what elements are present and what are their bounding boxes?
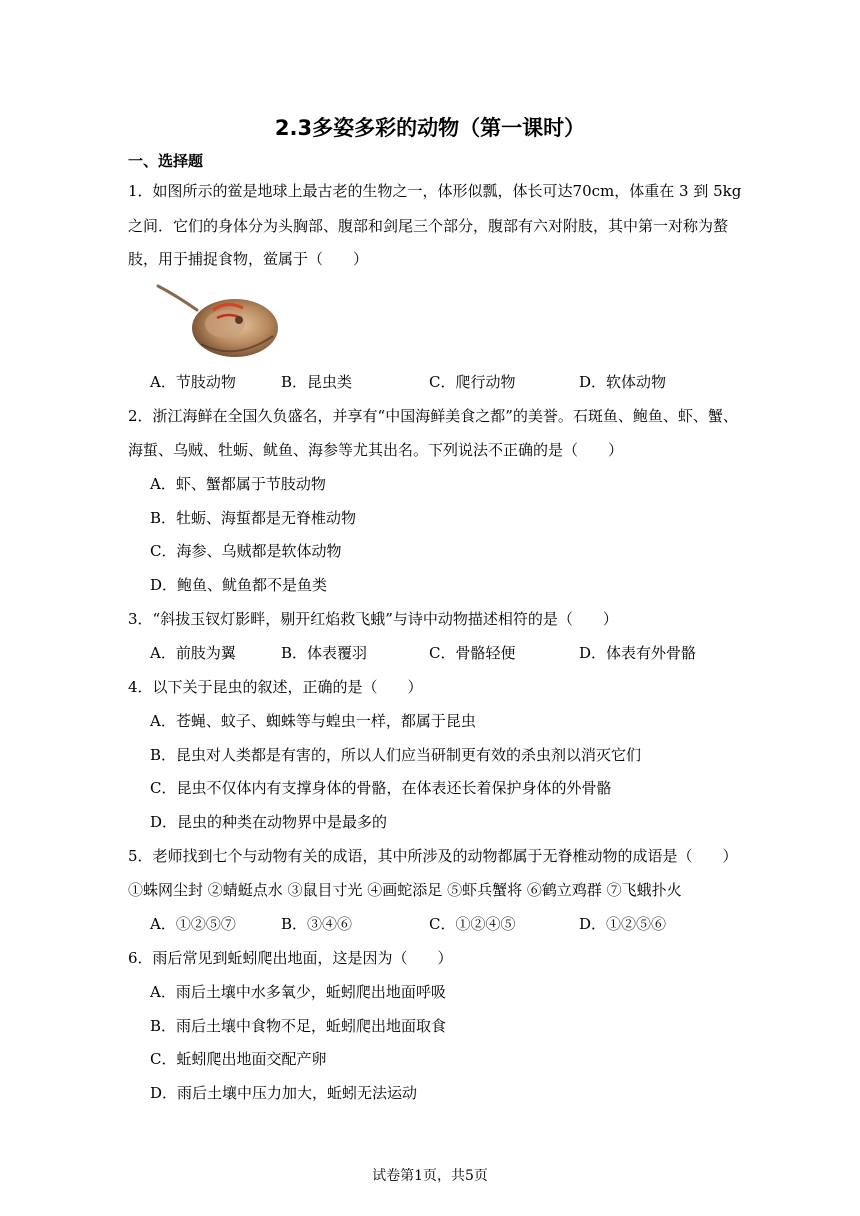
q5-line-2: ①蛛网尘封 ②蜻蜓点水 ③鼠目寸光 ④画蛇添足 ⑤虾兵蟹将 ⑥鹤立鸡群 ⑦飞蛾扑火 — [128, 881, 682, 899]
q1-line-1: 1．如图所示的鲎是地球上最古老的生物之一，体形似瓢，体长可达70cm，体重在 3 到 5kg — [128, 182, 742, 200]
page-title: 2.3多姿多彩的动物（第一课时） — [274, 116, 586, 140]
q3-option-a[interactable]: A．前肢为翼 — [150, 644, 236, 662]
q2-option-d[interactable]: D．鲍鱼、鱿鱼都不是鱼类 — [150, 576, 328, 594]
q4-option-a[interactable]: A．苍蝇、蚊子、蜘蛛等与蝗虫一样，都属于昆虫 — [150, 712, 476, 730]
q2-option-b[interactable]: B．牡蛎、海蜇都是无脊椎动物 — [150, 509, 357, 527]
q6-option-a[interactable]: A．雨后土壤中水多氧少，蚯蚓爬出地面呼吸 — [150, 983, 446, 1001]
q5-option-c[interactable]: C．①②④⑤ — [429, 915, 516, 933]
q5-option-d[interactable]: D．①②⑤⑥ — [579, 915, 667, 933]
q2-line-1: 2．浙江海鲜在全国久负盛名，并享有“中国海鲜美食之都”的美誉。石斑鱼、鲍鱼、虾、蟹、 — [128, 407, 738, 425]
q3-option-c[interactable]: C．骨骼轻便 — [429, 644, 516, 662]
q3-line-1: 3．“斜拔玉钗灯影畔，剔开红焰救飞蛾”与诗中动物描述相符的是（ ） — [128, 610, 618, 628]
section-heading: 一、选择题 — [128, 152, 204, 170]
q1-line-3: 肢，用于捕捉食物，鲎属于（ ） — [128, 250, 369, 268]
q1-line-2: 之间．它们的身体分为头胸部、腹部和剑尾三个部分，腹部有六对附肢，其中第一对称为螯 — [128, 217, 729, 235]
q5-line-1: 5．老师找到七个与动物有关的成语，其中所涉及的动物都属于无脊椎动物的成语是（ ） — [128, 847, 738, 865]
q6-option-b[interactable]: B．雨后土壤中食物不足，蚯蚓爬出地面取食 — [150, 1017, 447, 1035]
q6-option-d[interactable]: D．雨后土壤中压力加大，蚯蚓无法运动 — [150, 1084, 418, 1102]
q2-option-c[interactable]: C．海参、乌贼都是软体动物 — [150, 542, 342, 560]
q4-option-b[interactable]: B．昆虫对人类都是有害的，所以人们应当研制更有效的杀虫剂以消灭它们 — [150, 746, 642, 764]
q3-option-b[interactable]: B．体表覆羽 — [281, 644, 368, 662]
q6-option-c[interactable]: C．蚯蚓爬出地面交配产卵 — [150, 1050, 327, 1068]
q4-option-d[interactable]: D．昆虫的种类在动物界中是最多的 — [150, 813, 388, 831]
q1-option-c[interactable]: C．爬行动物 — [429, 373, 516, 391]
q2-line-2: 海蜇、乌贼、牡蛎、鱿鱼、海参等尤其出名。下列说法不正确的是（ ） — [128, 441, 624, 459]
q5-option-b[interactable]: B．③④⑥ — [281, 915, 353, 933]
q3-option-d[interactable]: D．体表有外骨骼 — [579, 644, 697, 662]
q6-line-1: 6．雨后常见到蚯蚓爬出地面，这是因为（ ） — [128, 949, 453, 967]
q4-option-c[interactable]: C．昆虫不仅体内有支撑身体的骨骼，在体表还长着保护身体的外骨骼 — [150, 779, 612, 797]
q1-option-d[interactable]: D．软体动物 — [579, 373, 667, 391]
page-footer: 试卷第1页，共5页 — [372, 1168, 488, 1184]
q1-option-b[interactable]: B．昆虫类 — [281, 373, 353, 391]
q5-option-a[interactable]: A．①②⑤⑦ — [150, 915, 236, 933]
q2-option-a[interactable]: A．虾、蟹都属于节肢动物 — [150, 475, 326, 493]
horseshoe-crab-image — [155, 282, 281, 360]
q4-line-1: 4．以下关于昆虫的叙述，正确的是（ ） — [128, 678, 423, 696]
q1-option-a[interactable]: A．节肢动物 — [150, 373, 236, 391]
